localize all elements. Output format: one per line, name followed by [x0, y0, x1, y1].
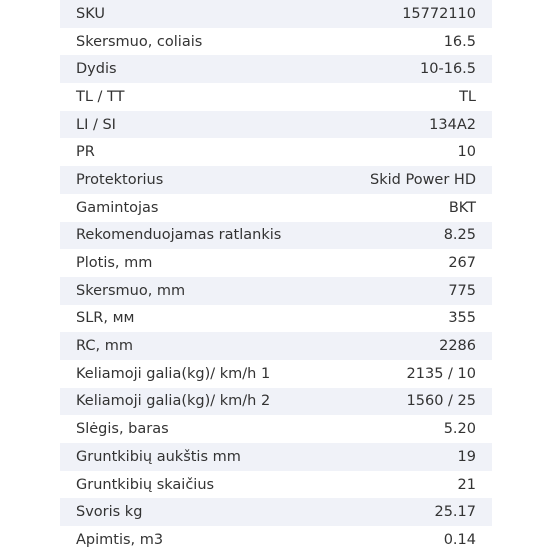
- spec-label: Keliamoji galia(kg)/ km/h 1: [76, 365, 271, 382]
- spec-label: LI / SI: [76, 116, 116, 133]
- spec-row-recommended-rim: [60, 222, 492, 250]
- spec-label: TL / TT: [76, 88, 125, 105]
- spec-row-diameter-mm: [60, 277, 492, 305]
- spec-label: Skersmuo, mm: [76, 282, 186, 299]
- spec-label: Svoris kg: [76, 504, 143, 521]
- spec-row-rc: [60, 332, 492, 360]
- spec-value: 10: [457, 144, 476, 161]
- spec-label: Dydis: [76, 61, 117, 78]
- spec-row-pressure: [60, 415, 492, 443]
- spec-row-tl-tt: [60, 83, 492, 111]
- spec-value: 775: [448, 282, 476, 299]
- spec-label: PR: [76, 144, 95, 161]
- spec-label: Gamintojas: [76, 199, 159, 216]
- spec-row-li-si: [60, 111, 492, 139]
- spec-row-load-capacity-1: [60, 360, 492, 388]
- spec-row-manufacturer: [60, 194, 492, 222]
- spec-value: 1560 / 25: [406, 393, 476, 410]
- spec-label: RC, mm: [76, 338, 133, 355]
- spec-row-slr: [60, 305, 492, 333]
- spec-label: Plotis, mm: [76, 255, 153, 272]
- spec-value: 8.25: [443, 227, 476, 244]
- spec-value: 15772110: [402, 5, 476, 22]
- spec-row-tread: [60, 166, 492, 194]
- spec-value: 355: [448, 310, 476, 327]
- spec-value: BKT: [448, 199, 476, 216]
- spec-row-pr: [60, 138, 492, 166]
- spec-table: [60, 0, 492, 554]
- spec-value: 10-16.5: [420, 61, 476, 78]
- spec-row-lug-count: [60, 471, 492, 499]
- spec-label: Keliamoji galia(kg)/ km/h 2: [76, 393, 271, 410]
- spec-value: 267: [448, 255, 476, 272]
- spec-row-volume: [60, 526, 492, 554]
- spec-value: 25.17: [434, 504, 476, 521]
- spec-label: Gruntkibių aukštis mm: [76, 448, 241, 465]
- spec-label: SKU: [76, 5, 105, 22]
- spec-label: SLR, мм: [76, 310, 135, 327]
- spec-value: 19: [457, 448, 476, 465]
- spec-row-load-capacity-2: [60, 388, 492, 416]
- spec-label: Slėgis, baras: [76, 421, 169, 438]
- spec-label: Skersmuo, coliais: [76, 33, 203, 50]
- spec-label: Rekomenduojamas ratlankis: [76, 227, 282, 244]
- spec-row-width-mm: [60, 249, 492, 277]
- spec-value: 134A2: [429, 116, 476, 133]
- spec-row-weight: [60, 498, 492, 526]
- spec-row-sku: [60, 0, 492, 28]
- spec-label: Protektorius: [76, 171, 164, 188]
- spec-label: Gruntkibių skaičius: [76, 476, 215, 493]
- spec-value: 5.20: [443, 421, 476, 438]
- spec-row-diameter-inches: [60, 28, 492, 56]
- spec-value: 2135 / 10: [406, 365, 476, 382]
- spec-value: 16.5: [443, 33, 476, 50]
- spec-value: 21: [457, 476, 476, 493]
- spec-value: 2286: [439, 338, 476, 355]
- spec-row-size: [60, 55, 492, 83]
- spec-value: Skid Power HD: [370, 171, 476, 188]
- spec-value: TL: [459, 88, 476, 105]
- spec-value: 0.14: [443, 531, 476, 548]
- spec-label: Apimtis, m3: [76, 531, 164, 548]
- spec-row-lug-height: [60, 443, 492, 471]
